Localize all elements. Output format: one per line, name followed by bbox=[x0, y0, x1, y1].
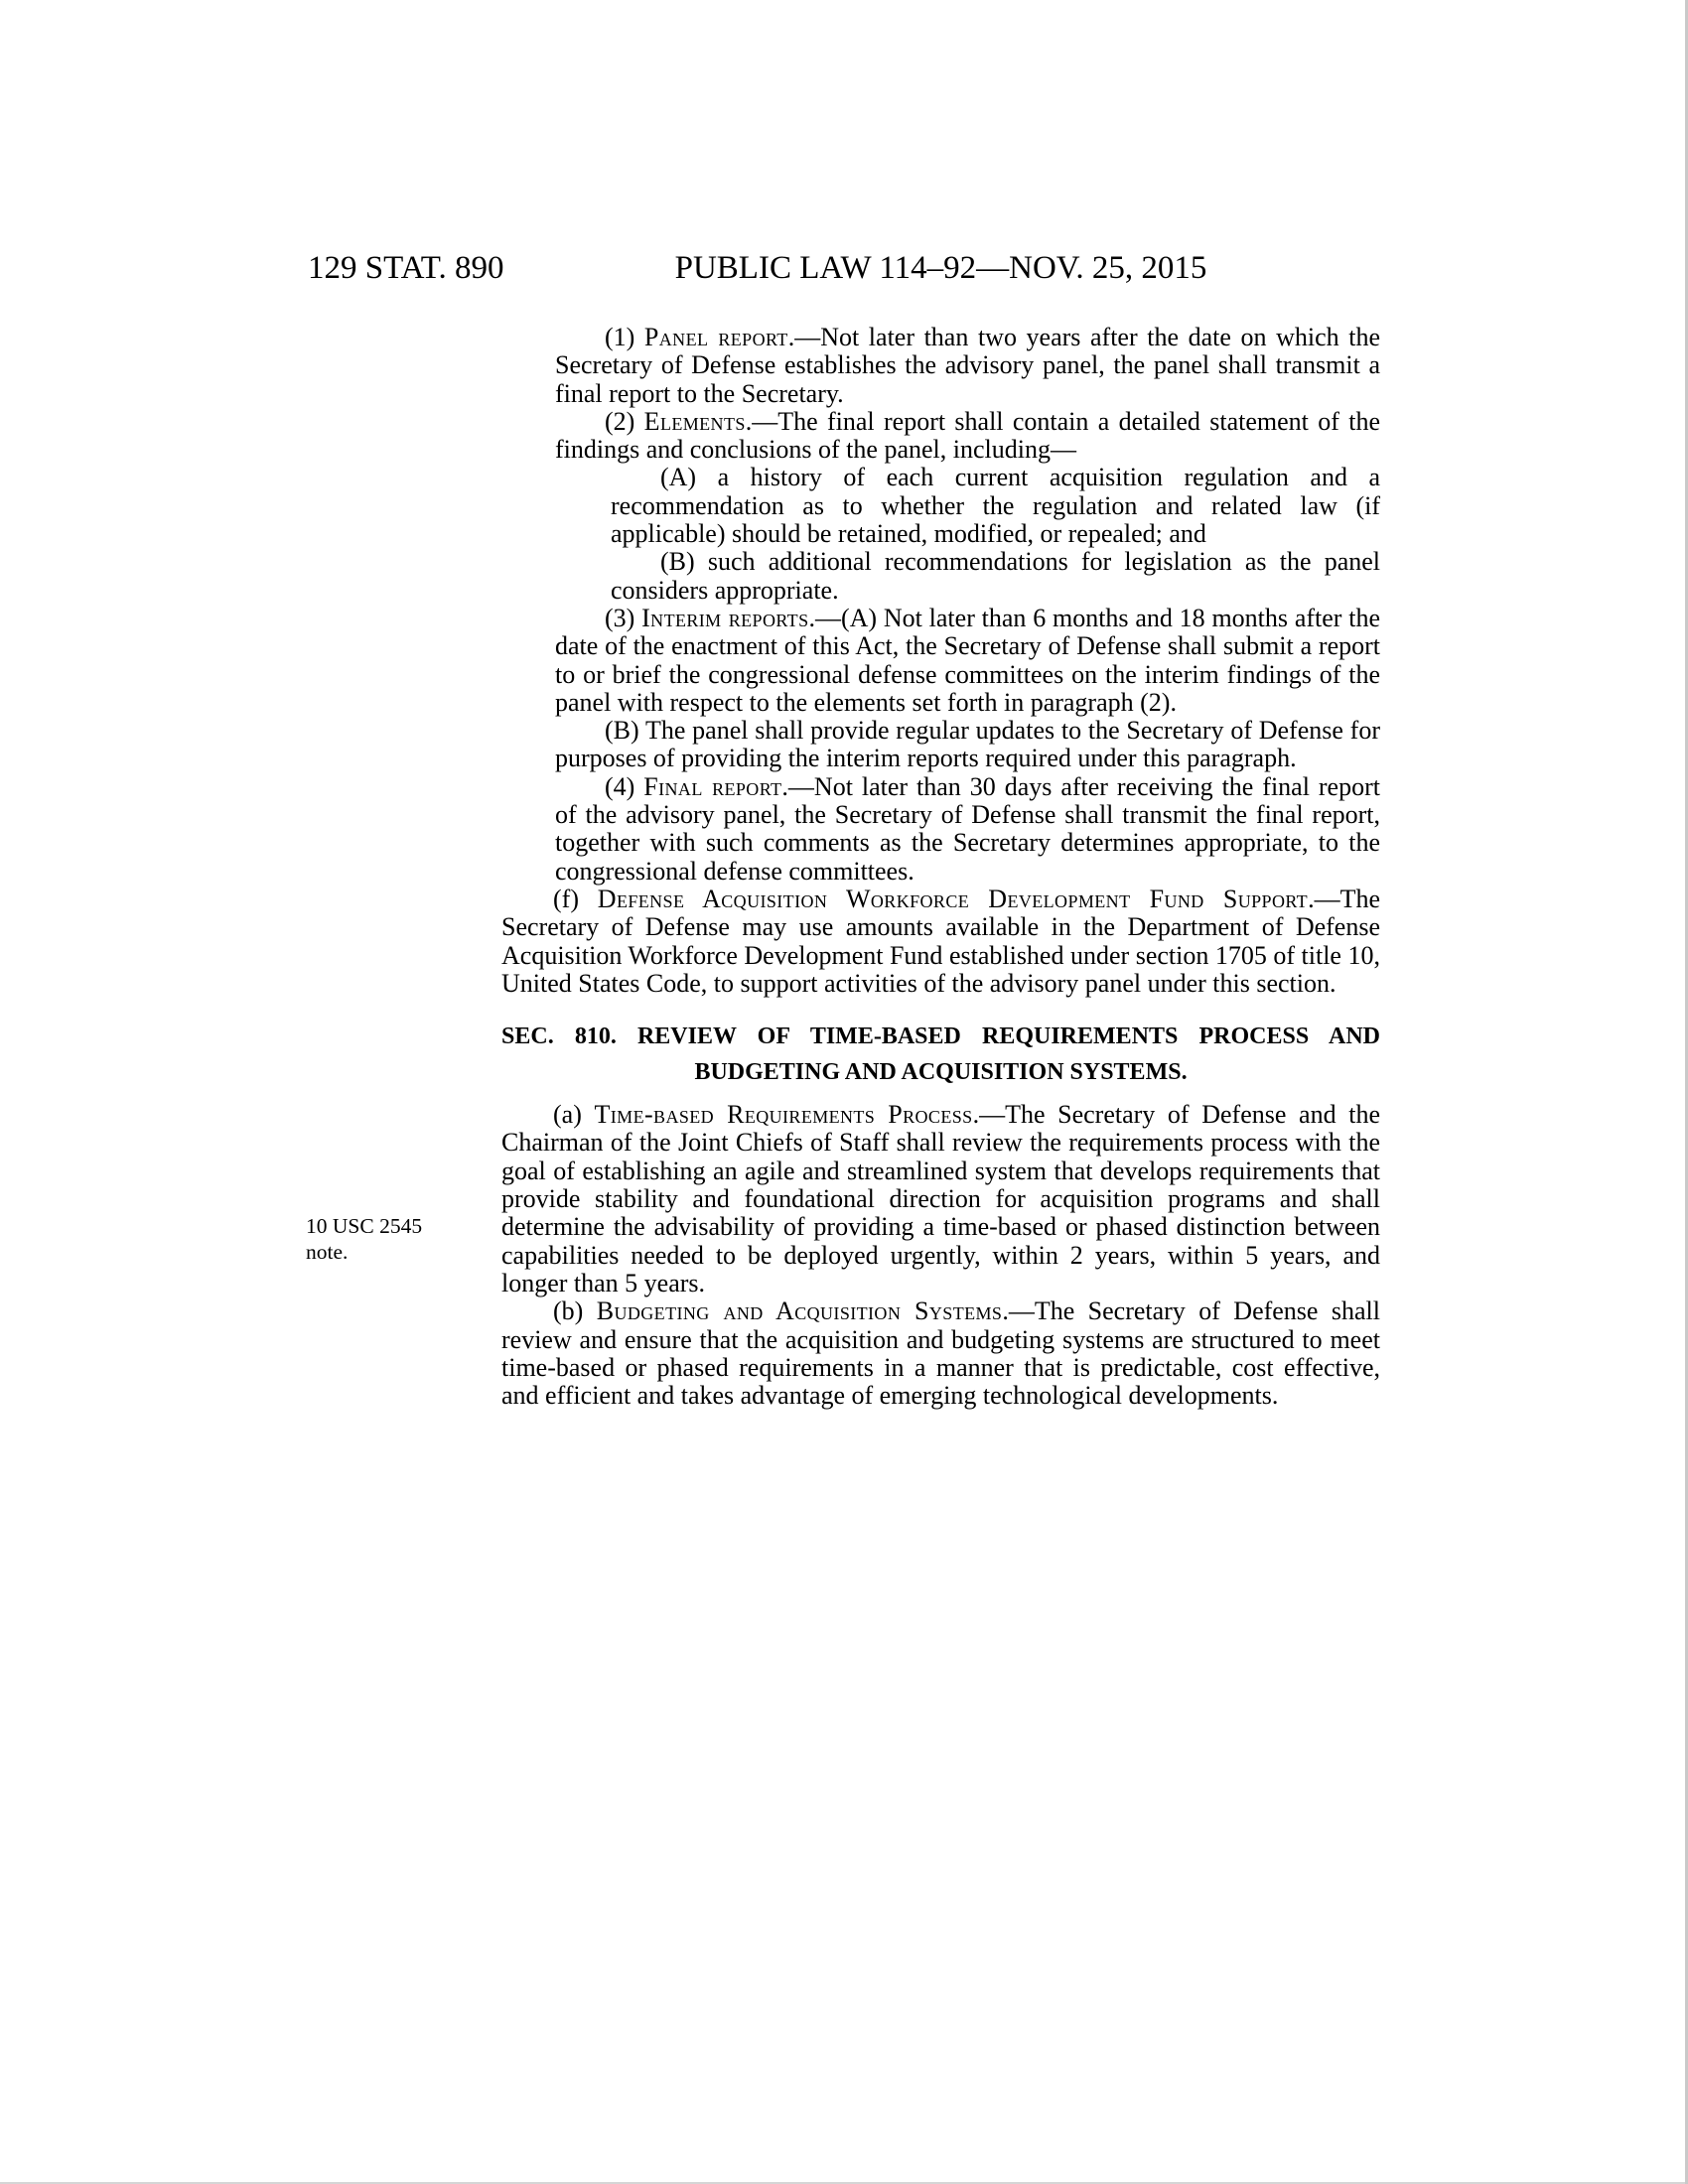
statute-subsection-a bbox=[501, 1101, 1380, 1297]
paragraph-label: (1) bbox=[605, 323, 644, 351]
paragraph-text: such additional recommendations for legislation as the panel considers appropriate. bbox=[611, 547, 1380, 605]
statute-paragraph-1 bbox=[555, 324, 1380, 408]
paragraph-heading: Panel report bbox=[643, 323, 788, 351]
paragraph-label: (B) bbox=[605, 716, 645, 746]
statute-paragraph-3 bbox=[555, 605, 1380, 717]
statute-subsection-b bbox=[501, 1297, 1380, 1410]
paragraph-heading: Final report bbox=[643, 771, 782, 801]
paragraph-label: (3) bbox=[605, 603, 642, 632]
statute-subparagraph-3B bbox=[555, 717, 1380, 773]
paragraph-label: (B) bbox=[660, 547, 708, 577]
paragraph-text: .—The Secretary of Defense and the Chairman of the Joint Chiefs of Staff shall review the requirements process with the goal of establishing an agile and streamlined system that develops requirements that provide stability and foundational direction for acquisition programs and shall determine the advisability of providing a time-based or phased distinction between capabilities needed to be deployed urgently, within 2 years, within 5 years, and longer than 5 years. bbox=[501, 1100, 1380, 1297]
paragraph-text: .—Not later than 30 days after receiving the final report of the advisory panel, the Secretary of Defense shall transmit the final report, together with such comments as the Secretary determines appropriate, to the congressional defense committees. bbox=[555, 771, 1380, 886]
margin-note-word: note. bbox=[306, 1240, 349, 1264]
paragraph-label: (2) bbox=[605, 406, 644, 436]
statute-subparagraph-2B bbox=[611, 548, 1380, 605]
section-810-heading bbox=[501, 1019, 1380, 1090]
paragraph-text: The panel shall provide regular updates to the Secretary of Defense for purposes of providing the interim reports required under this paragraph. bbox=[555, 716, 1380, 773]
paragraph-heading: Defense Acquisition Workforce Development Fund Support bbox=[597, 884, 1309, 913]
stat-page-number: 129 STAT. 890 bbox=[308, 250, 504, 286]
margin-note-citation: 10 USC 2545 bbox=[306, 1214, 423, 1238]
statute-paragraph-2 bbox=[555, 408, 1380, 465]
paragraph-heading: Budgeting and Acquisition Systems bbox=[596, 1297, 1003, 1326]
paragraph-label: (b) bbox=[553, 1297, 597, 1326]
paragraph-text: .—Not later than two years after the date on which the Secretary of Defense establishes the advisory panel, the panel shall transmit a final report to the Secretary. bbox=[555, 323, 1380, 408]
paragraph-text: .—The Secretary of Defense may use amounts available in the Department of Defense Acquisition Workforce Development Fund established under section 1705 of title 10, United States Code, to support activities of the advisory panel under this section. bbox=[501, 884, 1380, 998]
paragraph-label: (4) bbox=[605, 771, 644, 801]
paragraph-heading: Time-based Requirements Process bbox=[594, 1100, 973, 1130]
margin-note bbox=[306, 1213, 475, 1265]
paragraph-text: a history of each current acquisition regulation and a recommendation as to whether the regulation and related law (if applicable) should be retained, modified, or repealed; and bbox=[611, 463, 1381, 549]
section-heading-line2: BUDGETING AND ACQUISITION SYSTEMS. bbox=[694, 1059, 1188, 1086]
section-heading-line1: SEC. 810. REVIEW OF TIME-BASED REQUIREMENTS PROCESS AND bbox=[501, 1024, 1380, 1050]
paragraph-heading: Interim reports bbox=[641, 603, 809, 632]
paragraph-text: .—The final report shall contain a detailed statement of the findings and conclusions of the panel, including— bbox=[555, 406, 1380, 465]
paragraph-label: (f) bbox=[553, 884, 598, 913]
paragraph-text: .—(A) Not later than 6 months and 18 months after the date of the enactment of this Act, the Secretary of Defense shall submit a report to or brief the congressional defense committees on the interim findings of the panel with respect to the elements set forth in paragraph (2). bbox=[555, 603, 1380, 717]
statute-subparagraph-2A bbox=[611, 464, 1380, 548]
statute-text-column bbox=[501, 324, 1380, 1410]
law-title: PUBLIC LAW 114–92—NOV. 25, 2015 bbox=[674, 250, 1207, 286]
statute-subsection-f bbox=[501, 886, 1380, 998]
paragraph-text: .—The Secretary of Defense shall review and ensure that the acquisition and budgeting systems are structured to meet time-based or phased requirements in a manner that is predictable, cost effective, and efficient and takes advantage of emerging technological developments. bbox=[501, 1297, 1380, 1411]
statute-paragraph-4 bbox=[555, 773, 1380, 886]
paragraph-label: (A) bbox=[660, 463, 718, 492]
paragraph-label: (a) bbox=[553, 1100, 595, 1130]
paragraph-heading: Elements bbox=[643, 406, 746, 436]
page-header bbox=[0, 250, 1688, 290]
